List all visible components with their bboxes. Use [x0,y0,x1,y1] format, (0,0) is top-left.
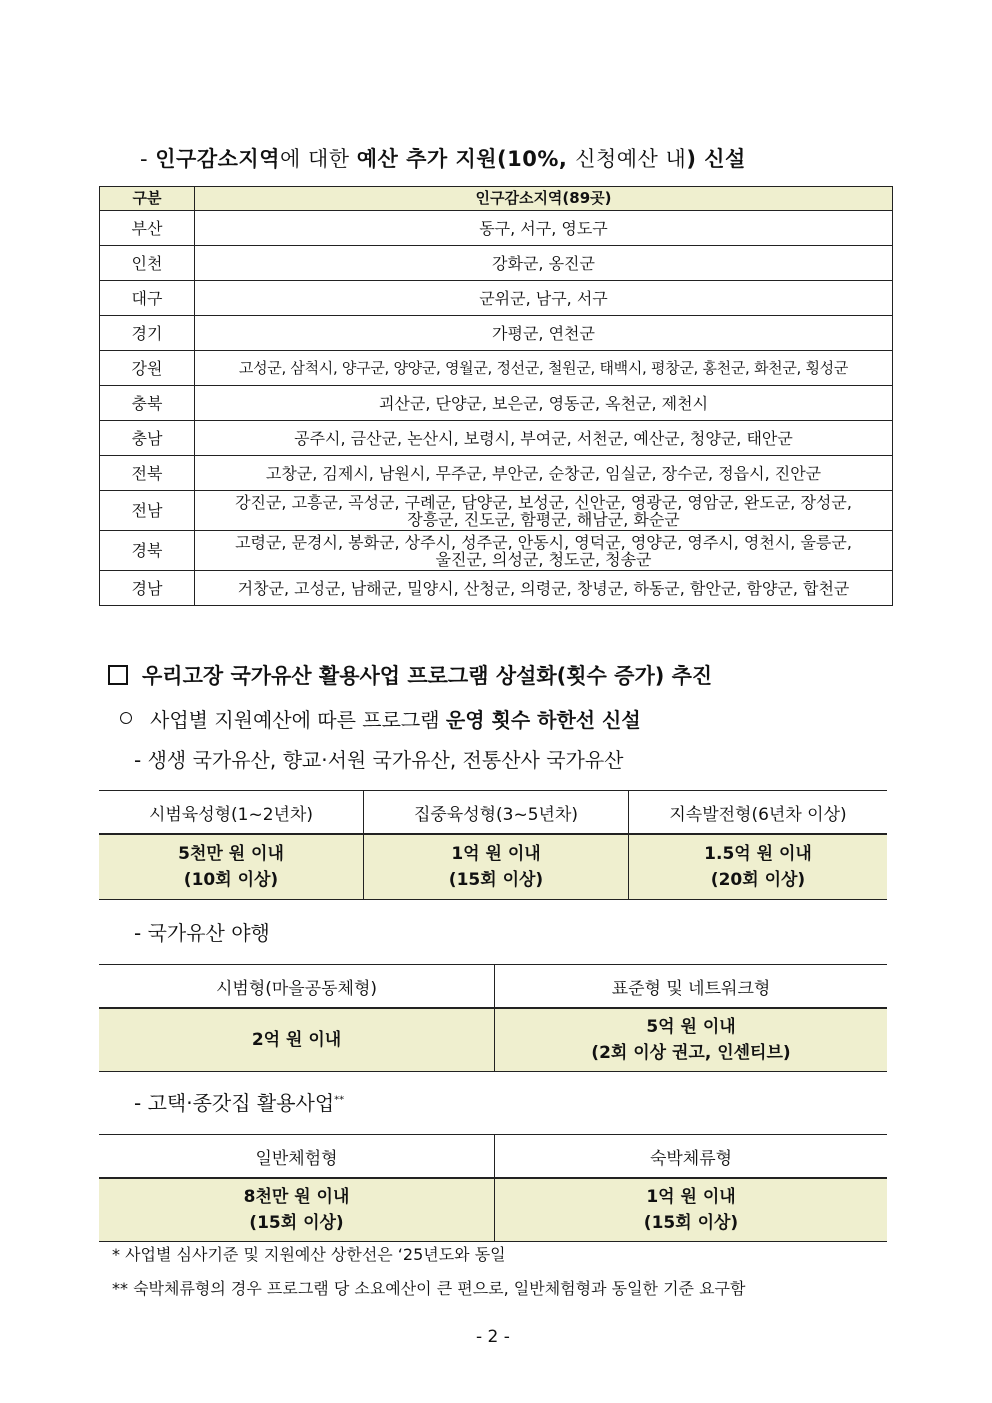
footnote-1: * 사업별 심사기준 및 지원예산 상한선은 ‘25년도와 동일 [112,1245,506,1264]
table-row [100,571,893,606]
min-count: (15회 이상) [448,870,544,890]
region-name: 전북 [100,456,195,491]
region-areas-line2: 장흥군, 진도군, 함평군, 해남군, 화순군 [407,509,680,529]
region-areas-line1: 강진군, 고흥군, 곡성군, 구례군, 담양군, 보성군, 신안군, 영광군, 영암군, 완도군, 장성군, [235,492,852,512]
bullet-item: 사업별 지원예산에 따른 프로그램 운영 횟수 하한선 신설 [120,704,641,733]
table-header-row [99,965,887,1009]
region-name: 충북 [100,386,195,421]
region-areas [195,491,893,531]
table-row [100,421,893,456]
region-name: 강원 [100,351,195,386]
table-row [100,386,893,421]
region-areas-line1: 고령군, 문경시, 봉화군, 상주시, 성주군, 안동시, 영덕군, 영양군, 영주시, 영천시, 울릉군, [235,532,852,552]
value-cell [99,1178,495,1242]
region-name: 경기 [100,316,195,351]
value-cell [495,1178,888,1242]
header-cell: 집중육성형(3~5년차) [364,791,629,835]
value-cell [99,1008,495,1072]
table-header-row [99,1135,887,1179]
budget-limit: 5억 원 이내 [646,1017,736,1037]
region-areas: 강화군, 옹진군 [195,246,893,281]
region-areas: 공주시, 금산군, 논산시, 보령시, 부여군, 서천군, 예산군, 청양군, 태안군 [195,421,893,456]
header-category: 구분 [100,187,195,211]
budget-limit: 5천만 원 이내 [178,844,284,864]
region-areas [195,531,893,571]
table-header-row [99,791,887,835]
budget-table-old-house [99,1134,887,1242]
region-name: 경북 [100,531,195,571]
table-value-row [99,1178,887,1242]
region-areas: 고성군, 삼척시, 양구군, 양양군, 영월군, 정선군, 철원군, 태백시, 평창군, 홍천군, 화천군, 횡성군 [195,351,893,386]
checkbox-square-icon [108,665,128,685]
header-cell: 시범육성형(1~2년차) [99,791,364,835]
table-row [100,351,893,386]
header-regions: 인구감소지역(89곳) [195,187,893,211]
footnote-mark: ** [334,1094,345,1106]
budget-table-heritage [99,790,887,900]
region-name: 대구 [100,281,195,316]
region-name: 부산 [100,211,195,246]
min-count: (15회 이상) [643,1213,739,1233]
region-name: 전남 [100,491,195,531]
budget-limit: 1억 원 이내 [646,1187,736,1207]
header-cell: 표준형 및 네트워크형 [495,965,888,1009]
population-decline-region-table [99,186,893,606]
table-value-row [99,1008,887,1072]
min-count: (20회 이상) [710,870,806,890]
header-cell: 숙박체류형 [495,1135,888,1179]
table-row [100,491,893,531]
footnote-2: ** 숙박체류형의 경우 프로그램 당 소요예산이 큰 편으로, 일반체험형과 동일한 기준 요구함 [112,1279,746,1298]
page-number: - 2 - [476,1327,510,1347]
table-row [100,281,893,316]
table-row [100,316,893,351]
value-cell [99,834,364,900]
dash-item-program-types: - 생생 국가유산, 향교·서원 국가유산, 전통산사 국가유산 [134,748,624,772]
table-header-row [100,187,893,211]
budget-limit: 2억 원 이내 [251,1030,342,1050]
value-cell [364,834,629,900]
dash-item-old-house: - 고택·종갓집 활용사업** [134,1091,345,1115]
header-cell: 지속발전형(6년차 이상) [629,791,888,835]
min-count: (15회 이상) [249,1213,344,1233]
min-count: (2회 이상 권고, 인센티브) [591,1043,791,1063]
subsection-heading: - 인구감소지역에 대한 예산 추가 지원(10%, 신청예산 내) 신설 [140,147,746,171]
min-count: (10회 이상) [183,870,279,890]
value-cell [629,834,888,900]
region-areas: 고창군, 김제시, 남원시, 무주군, 부안군, 순창군, 임실군, 장수군, 정읍시, 진안군 [195,456,893,491]
region-areas: 거창군, 고성군, 남해군, 밀양시, 산청군, 의령군, 창녕군, 하동군, 함안군, 함양군, 합천군 [195,571,893,606]
budget-limit: 1.5억 원 이내 [704,844,812,864]
dash-item-night-tour: - 국가유산 야행 [134,921,270,945]
region-areas: 가평군, 연천군 [195,316,893,351]
table-row [100,531,893,571]
region-areas-line2: 울진군, 의성군, 청도군, 청송군 [435,549,652,569]
table-row [100,456,893,491]
budget-table-night-tour [99,964,887,1072]
section-title: 우리고장 국가유산 활용사업 프로그램 상설화(횟수 증가) 추진 [108,660,712,690]
region-areas: 괴산군, 단양군, 보은군, 영동군, 옥천군, 제천시 [195,386,893,421]
circle-bullet-icon [120,712,132,724]
budget-limit: 8천만 원 이내 [243,1187,350,1207]
value-cell [495,1008,888,1072]
region-name: 인천 [100,246,195,281]
header-cell: 시범형(마을공동체형) [99,965,495,1009]
region-name: 충남 [100,421,195,456]
table-row [100,246,893,281]
header-cell: 일반체험형 [99,1135,495,1179]
budget-limit: 1억 원 이내 [451,844,541,864]
region-areas: 군위군, 남구, 서구 [195,281,893,316]
table-row [100,211,893,246]
table-value-row [99,834,887,900]
region-name: 경남 [100,571,195,606]
region-areas: 동구, 서구, 영도구 [195,211,893,246]
